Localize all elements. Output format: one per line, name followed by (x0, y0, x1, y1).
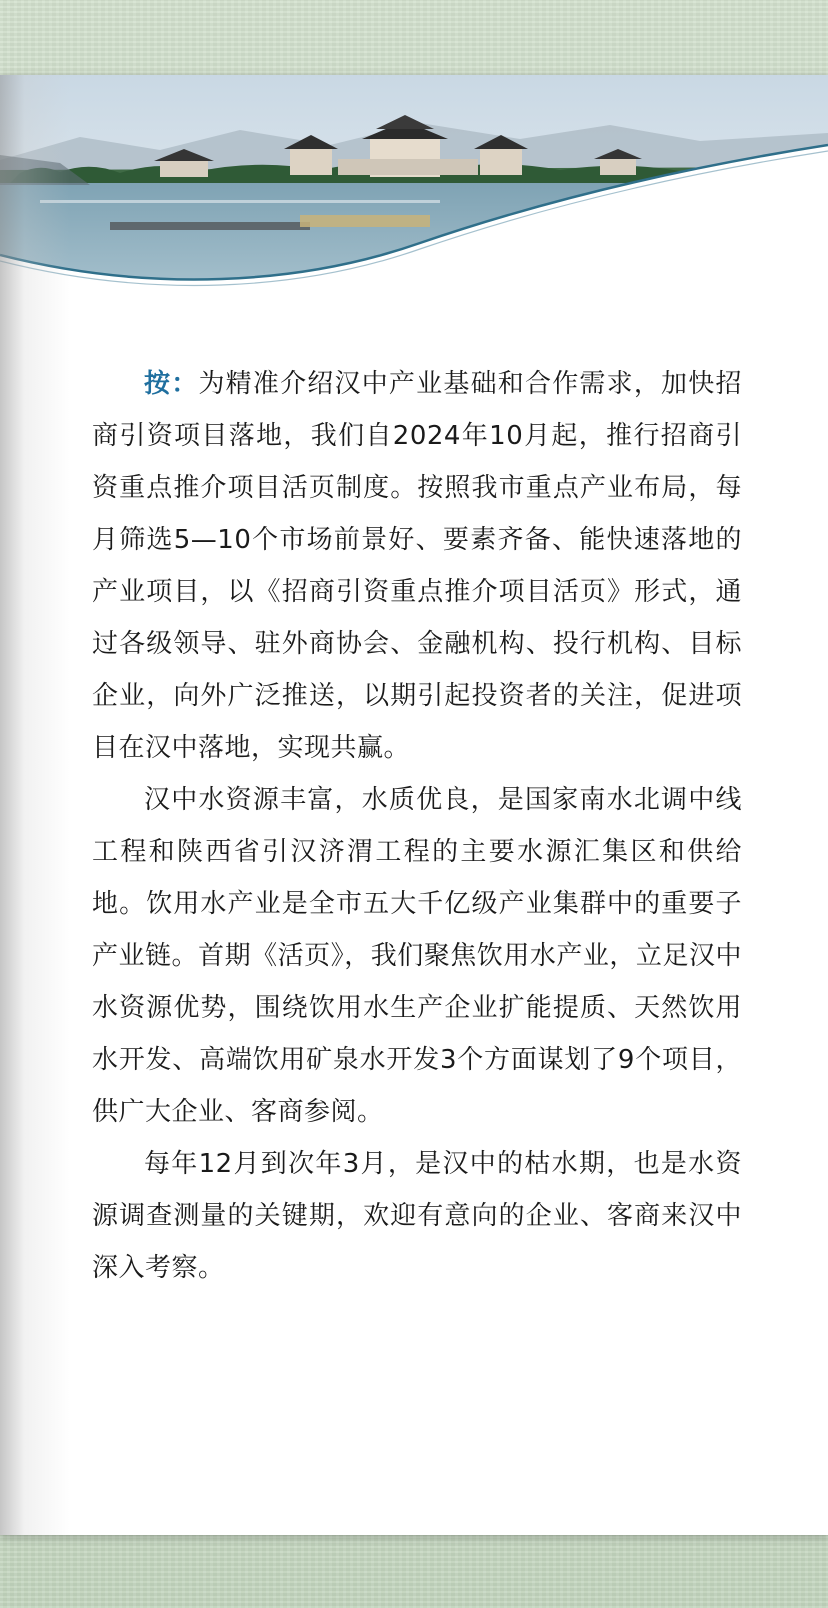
paragraph-text: 为精准介绍汉中产业基础和合作需求，加快招商引资项目落地，我们自2024年10月起，推行招商引资重点推介项目活页制度。按照我市重点产业布局，每月筛选5—10个市场前景好、要素齐备、能快速落地的产业项目，以《招商引资重点推介项目活页》形式，通过各级领导、驻外商协会、金融机构、投行机构、目标企业，向外广泛推送，以期引起投资者的关注，促进项目在汉中落地，实现共赢。 (92, 369, 742, 763)
article-paragraph-1 (92, 358, 742, 774)
banner-photo (0, 75, 828, 300)
landscape-photo (0, 75, 828, 300)
lead-label: 按： (144, 369, 199, 399)
article-paragraph-2: 汉中水资源丰富，水质优良，是国家南水北调中线工程和陕西省引汉济渭工程的主要水源汇集区和供给地。饮用水产业是全市五大千亿级产业集群中的重要子产业链。首期《活页》，我们聚焦饮用水产业，立足汉中水资源优势，围绕饮用水生产企业扩能提质、天然饮用水开发、高端饮用矿泉水开发3个方面谋划了9个项目，供广大企业、客商参阅。 (92, 785, 742, 1127)
article-paragraph-3: 每年12月到次年3月，是汉中的枯水期，也是水资源调查测量的关键期，欢迎有意向的企业、客商来汉中深入考察。 (92, 1149, 742, 1283)
article-body (92, 358, 742, 1294)
document-page (0, 75, 828, 1535)
